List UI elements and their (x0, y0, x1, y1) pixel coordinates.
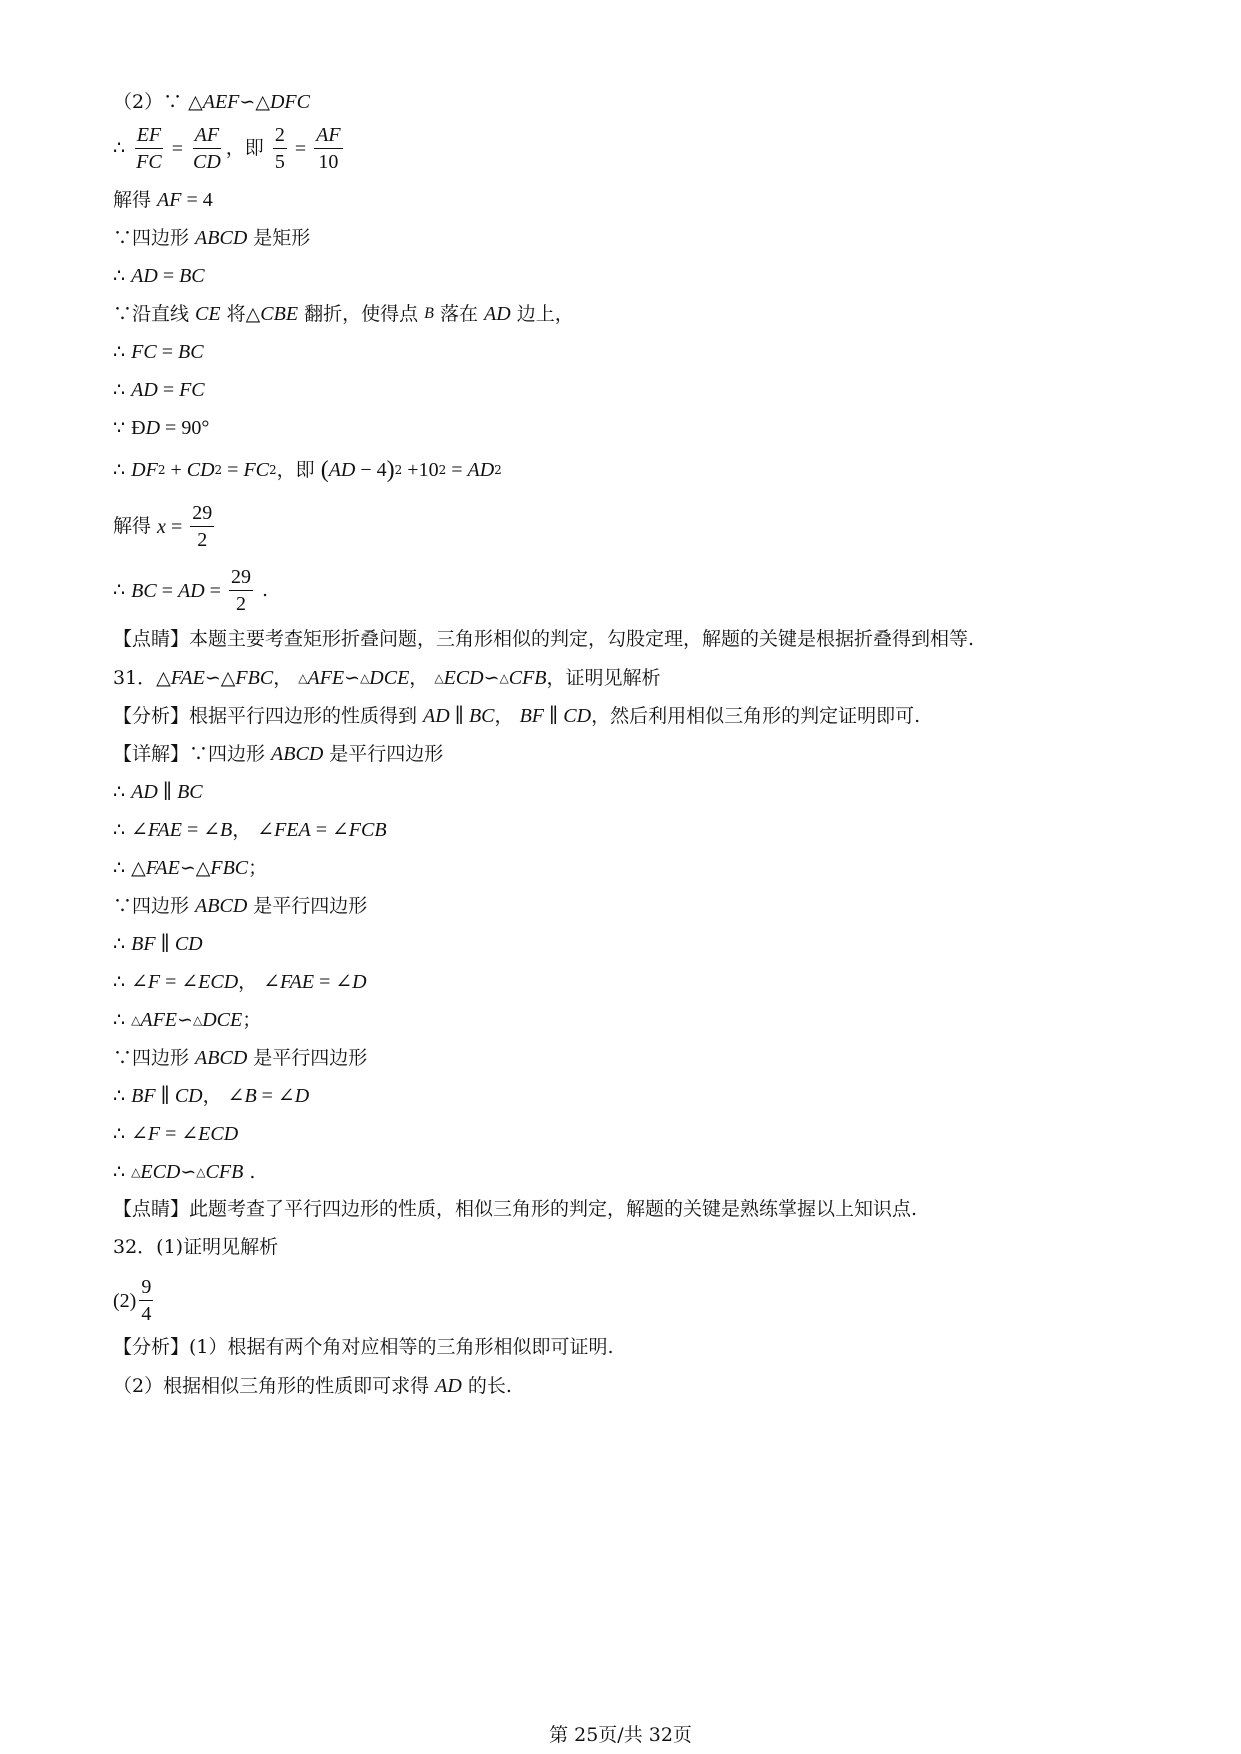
text-line: ∴ ∠ FAE = ∠ B ， ∠ FEA = ∠ FCB (113, 818, 387, 841)
text-line: 【详解】∵四边形 ABCD 是平行四边形 (113, 742, 444, 765)
text-line: 解得 x = $\frac{29}{2}$ (113, 502, 213, 551)
text-line: ∴ BF ∥ CD ， ∠ B = ∠ D (113, 1084, 310, 1107)
fraction: $\frac{AF}{10}$ (316, 124, 341, 173)
text-line: ∴ DF 2 + CD 2 = FC 2 ，即 ( AD − 4 ) 2 +10 2 = AD 2 (113, 457, 502, 483)
text-line: ∵ Ð D = 90° (113, 416, 210, 439)
text-line: ∴ AD ∥ BC (113, 780, 203, 803)
text-line: （2）根据相似三角形的性质即可求得 AD 的长. (113, 1374, 512, 1397)
text-line: ∴ AD = BC (113, 264, 205, 287)
page-footer: 第 25页/共 32页 (549, 1724, 692, 1746)
text-line: ∵四边形 ABCD 是矩形 (113, 226, 311, 249)
text-line: ∴ BC = AD = $\frac{29}{2}$ . (113, 566, 269, 615)
fraction: $\frac{2}{5}$ (274, 124, 285, 173)
text-line: ∴ FC = BC (113, 340, 204, 363)
analysis-line: 【分析】根据平行四边形的性质得到 AD ∥ BC ， BF ∥ CD ，然后利用相似三角形的判定证明即可. (113, 704, 921, 727)
fraction: $\frac{9}{4}$ (141, 1276, 152, 1325)
comment-line: 【点睛】此题考查了平行四边形的性质，相似三角形的判定，解题的关键是熟练掌握以上知识点. (113, 1198, 918, 1220)
text-line: ∴ $\frac{EF}{FC}$ = $\frac{AF}{CD}$ ，即 $\frac{2}{5}$ = $\frac{AF}{10}$ (113, 124, 341, 173)
text-line: 解得 AF = 4 (113, 188, 213, 211)
fraction: $\frac{29}{2}$ (192, 502, 213, 551)
text-line: ∴ AD = FC (113, 378, 205, 401)
text-line: （2）∵ △ AEF ∽△ DFC (113, 90, 310, 113)
text-line: ∵四边形 ABCD 是平行四边形 (113, 894, 368, 917)
text-line: ∵四边形 ABCD 是平行四边形 (113, 1046, 368, 1069)
text-line: ∵沿直线 CE 将△ CBE 翻折，使得点 B 落在 AD 边上， (113, 302, 574, 325)
text-line: ∴ △ FAE ∽△ FBC ； (113, 856, 268, 879)
text-line: ∴ ∠ F = ∠ ECD (113, 1122, 239, 1145)
text-line: ∴ △ AFE ∽ △ DCE ； (113, 1008, 262, 1031)
text-line: ∴ ∠ F = ∠ ECD ， ∠ FAE = ∠ D (113, 970, 367, 993)
fraction: $\frac{EF}{FC}$ (136, 124, 162, 173)
analysis-line: 【分析】(1）根据有两个角对应相等的三角形相似即可证明. (113, 1336, 614, 1358)
text-line: (2) $\frac{9}{4}$ (113, 1276, 152, 1325)
fraction: $\frac{29}{2}$ (230, 566, 251, 615)
question-31-answer: 31．△ FAE ∽△ FBC ， △ AFE ∽ △ DCE ， △ ECD ∽ △ CFB ，证明见解析 (113, 666, 661, 689)
text-line: ∴ BF ∥ CD (113, 932, 203, 955)
fraction: $\frac{AF}{CD}$ (192, 124, 221, 173)
question-32-answer: 32．(1)证明见解析 (113, 1236, 279, 1258)
comment-line: 【点睛】本题主要考查矩形折叠问题，三角形相似的判定，勾股定理，解题的关键是根据折叠得到相等. (113, 628, 975, 650)
text-line: ∴ △ ECD ∽ △ CFB . (113, 1160, 256, 1183)
